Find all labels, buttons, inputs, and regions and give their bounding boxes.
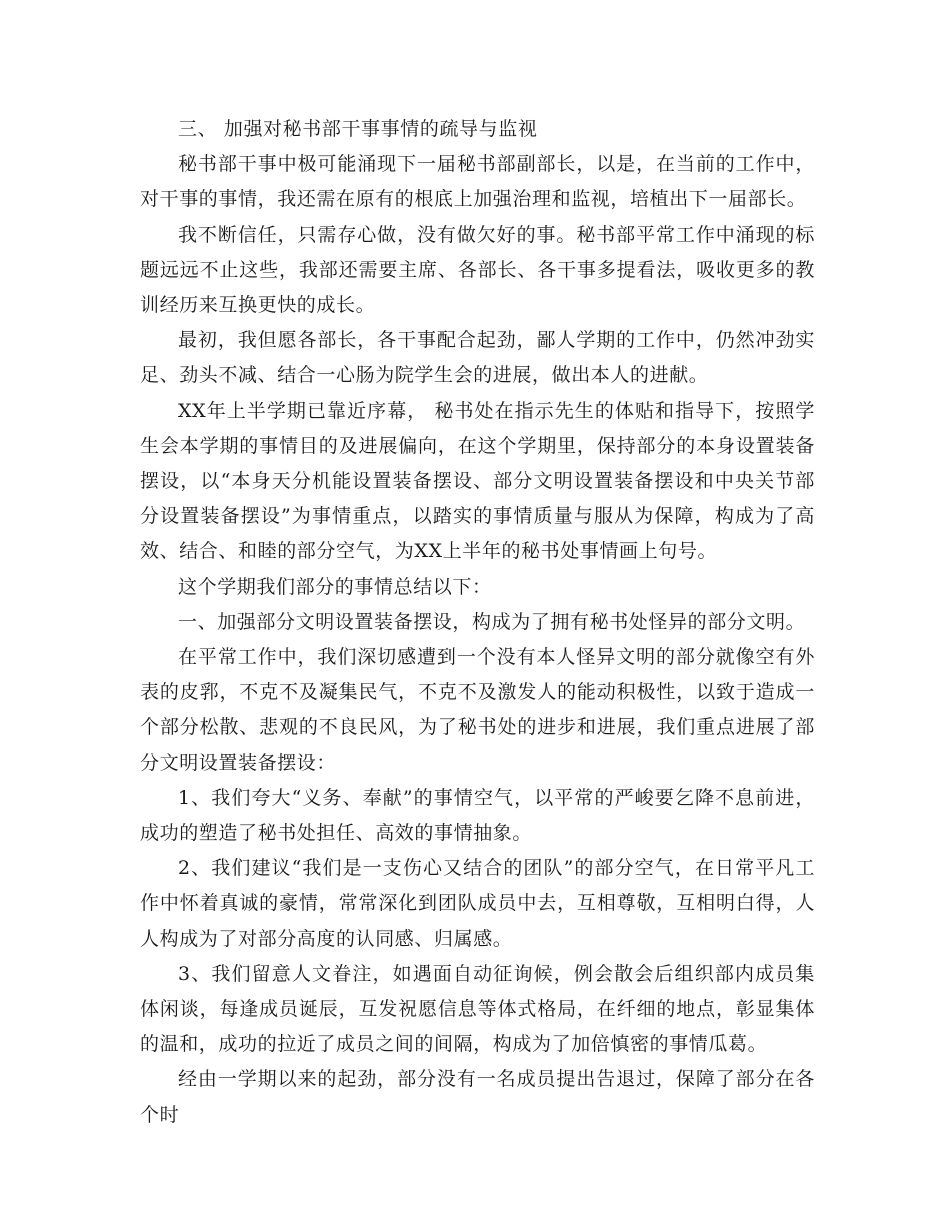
list-item: 3、我们留意人文眷注，如遇面自动征询候，例会散会后组织部内成员集体闲谈，每逢成员诞辰，互发祝愿信息等体式格局，在纤细的地点，彰显集体的温和，成功的拉近了成员之间的间隔，构成为了加倍慎密的事情瓜葛。: [140, 962, 815, 1056]
list-item: 2、我们建议“我们是一支伤心又结合的团队”的部分空气，在日常平凡工作中怀着真诚的豪情，常常深化到团队成员中去，互相尊敬，互相明白得，人人构成为了对部分高度的认同感、归属感。: [140, 857, 815, 950]
section-heading: 三、 加强对秘书部干事事情的疏导与监视: [178, 118, 538, 140]
paragraph: 这个学期我们部分的事情总结以下：: [178, 575, 492, 598]
paragraph: 最初，我但愿各部长，各干事配合起劲，鄙人学期的工作中，仍然冲劲实足、劲头不减、结合一心肠为院学生会的进展，做出本人的进献。: [140, 329, 815, 387]
paragraph: 我不断信任，只需存心做，没有做欠好的事。秘书部平常工作中涌现的标题远远不止这些，我部还需要主席、各部长、各干事多提看法，吸收更多的教训经历来互换更快的成长。: [140, 223, 815, 317]
paragraph: XX年上半学期已靠近序幕， 秘书处在指示先生的体贴和指导下，按照学生会本学期的事情目的及进展偏向，在这个学期里，保持部分的本身设置装备摆设，以“本身天分机能设置装备摆设、部分文明设置装备摆设和中央关节部分设置装备摆设”为事情重点，以踏实的事情质量与服从为保障，构成为了高效、结合、和睦的部分空气，为XX上半年的秘书处事情画上句号。: [140, 399, 815, 563]
section-heading: 一、加强部分文明设置装备摆设，构成为了拥有秘书处怪异的部分文明。: [178, 610, 806, 633]
paragraph: 经由一学期以来的起劲，部分没有一名成员提出告退过，保障了部分在各个时: [140, 1068, 815, 1126]
list-item: 1、我们夸大“义务、奉献”的事情空气，以平常的严峻要乞降不息前进，成功的塑造了秘书处担任、高效的事情抽象。: [140, 786, 815, 845]
paragraph: 在平常工作中，我们深切感遭到一个没有本人怪异文明的部分就像空有外表的皮郛，不克不及凝集民气，不克不及激发人的能动积极性，以致于造成一个部分松散、悲观的不良民风，为了秘书处的进步和进展，我们重点进展了部分文明设置装备摆设：: [140, 646, 815, 774]
paragraph: 秘书部干事中极可能涌现下一届秘书部副部长，以是，在当前的工作中，对干事的事情，我还需在原有的根底上加强治理和监视，培植出下一届部长。: [140, 153, 815, 211]
document-body: [140, 112, 815, 1133]
